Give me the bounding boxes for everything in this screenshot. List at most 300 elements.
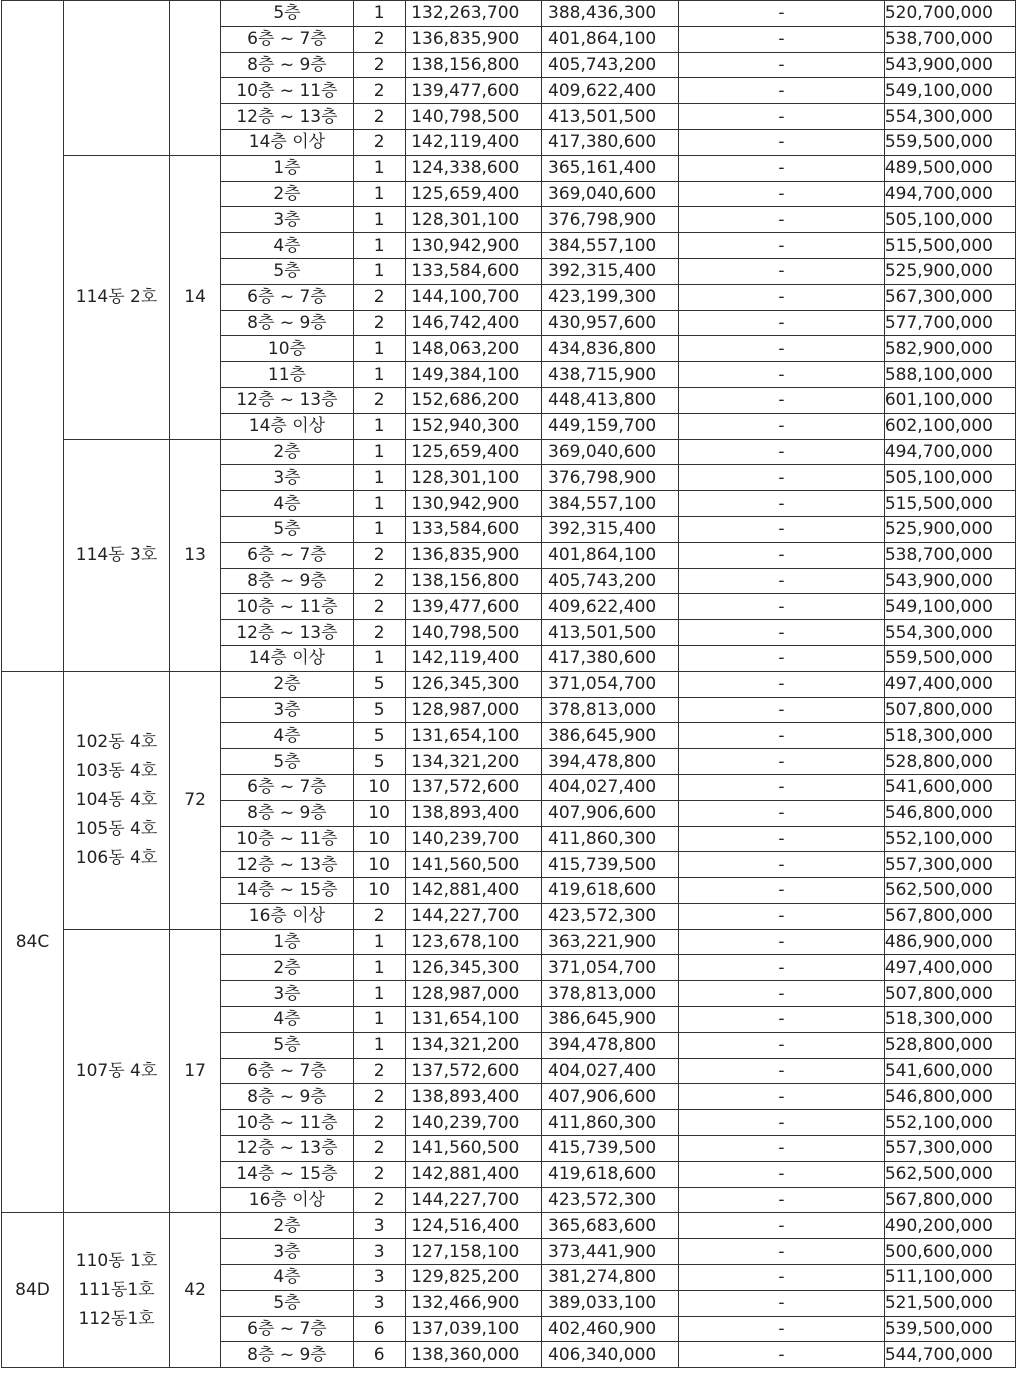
total-price-cell: 588,100,000 — [884, 362, 1015, 388]
floor-cell: 4층 — [221, 1007, 353, 1033]
vat-cell: - — [679, 1265, 885, 1291]
land-price-cell: 126,345,300 — [405, 671, 542, 697]
land-price-cell: 128,301,100 — [405, 207, 542, 233]
households-cell: 3 — [353, 1239, 405, 1265]
building-price-cell: 386,645,900 — [542, 723, 679, 749]
total-price-cell: 546,800,000 — [884, 800, 1015, 826]
unit-count-cell: 42 — [170, 1213, 221, 1368]
floor-cell: 5층 — [221, 1, 353, 27]
building-price-cell: 373,441,900 — [542, 1239, 679, 1265]
total-price-cell: 552,100,000 — [884, 826, 1015, 852]
building-price-cell: 415,739,500 — [542, 852, 679, 878]
vat-cell: - — [679, 181, 885, 207]
households-cell: 3 — [353, 1290, 405, 1316]
vat-cell: - — [679, 104, 885, 130]
vat-cell: - — [679, 903, 885, 929]
land-price-cell: 142,881,400 — [405, 1161, 542, 1187]
building-price-cell: 369,040,600 — [542, 181, 679, 207]
land-price-cell: 140,239,700 — [405, 1110, 542, 1136]
floor-cell: 2층 — [221, 181, 353, 207]
land-price-cell: 136,835,900 — [405, 542, 542, 568]
vat-cell: - — [679, 78, 885, 104]
vat-cell: - — [679, 826, 885, 852]
unit-count-cell: 72 — [170, 671, 221, 929]
vat-cell: - — [679, 284, 885, 310]
building-price-cell: 423,572,300 — [542, 903, 679, 929]
land-price-cell: 138,156,800 — [405, 568, 542, 594]
building-price-cell: 386,645,900 — [542, 1007, 679, 1033]
land-price-cell: 141,560,500 — [405, 852, 542, 878]
households-cell: 2 — [353, 1187, 405, 1213]
vat-cell: - — [679, 568, 885, 594]
vat-cell: - — [679, 542, 885, 568]
land-price-cell: 126,345,300 — [405, 955, 542, 981]
floor-cell: 8층 ~ 9층 — [221, 568, 353, 594]
total-price-cell: 528,800,000 — [884, 1032, 1015, 1058]
building-unit-cell: 107동 4호 — [64, 929, 170, 1213]
land-price-cell: 144,227,700 — [405, 903, 542, 929]
vat-cell: - — [679, 1187, 885, 1213]
households-cell: 5 — [353, 723, 405, 749]
floor-cell: 2층 — [221, 955, 353, 981]
total-price-cell: 567,800,000 — [884, 903, 1015, 929]
floor-cell: 4층 — [221, 1265, 353, 1291]
vat-cell: - — [679, 929, 885, 955]
total-price-cell: 546,800,000 — [884, 1084, 1015, 1110]
floor-cell: 6층 ~ 7층 — [221, 542, 353, 568]
floor-cell: 3층 — [221, 697, 353, 723]
land-price-cell: 133,584,600 — [405, 258, 542, 284]
total-price-cell: 486,900,000 — [884, 929, 1015, 955]
vat-cell: - — [679, 439, 885, 465]
land-price-cell: 139,477,600 — [405, 594, 542, 620]
price-table — [1, 0, 1016, 1368]
total-price-cell: 543,900,000 — [884, 52, 1015, 78]
land-price-cell: 123,678,100 — [405, 929, 542, 955]
total-price-cell: 518,300,000 — [884, 1007, 1015, 1033]
total-price-cell: 505,100,000 — [884, 465, 1015, 491]
floor-cell: 6층 ~ 7층 — [221, 26, 353, 52]
households-cell: 10 — [353, 852, 405, 878]
building-price-cell: 371,054,700 — [542, 671, 679, 697]
total-price-cell: 525,900,000 — [884, 258, 1015, 284]
land-price-cell: 131,654,100 — [405, 723, 542, 749]
vat-cell: - — [679, 981, 885, 1007]
unit-count-cell: 17 — [170, 929, 221, 1213]
floor-cell: 10층 ~ 11층 — [221, 826, 353, 852]
land-price-cell: 124,516,400 — [405, 1213, 542, 1239]
land-price-cell: 127,158,100 — [405, 1239, 542, 1265]
floor-cell: 5층 — [221, 258, 353, 284]
floor-cell: 6층 ~ 7층 — [221, 1058, 353, 1084]
vat-cell: - — [679, 1290, 885, 1316]
unit-count-cell: 14 — [170, 155, 221, 439]
total-price-cell: 525,900,000 — [884, 516, 1015, 542]
households-cell: 1 — [353, 207, 405, 233]
building-price-cell: 417,380,600 — [542, 129, 679, 155]
total-price-cell: 543,900,000 — [884, 568, 1015, 594]
vat-cell: - — [679, 852, 885, 878]
building-price-cell: 376,798,900 — [542, 207, 679, 233]
vat-cell: - — [679, 1058, 885, 1084]
total-price-cell: 582,900,000 — [884, 336, 1015, 362]
building-price-cell: 417,380,600 — [542, 645, 679, 671]
total-price-cell: 497,400,000 — [884, 955, 1015, 981]
total-price-cell: 557,300,000 — [884, 1136, 1015, 1162]
building-price-cell: 401,864,100 — [542, 26, 679, 52]
floor-cell: 14층 이상 — [221, 413, 353, 439]
building-price-cell: 394,478,800 — [542, 749, 679, 775]
vat-cell: - — [679, 1110, 885, 1136]
building-price-cell: 401,864,100 — [542, 542, 679, 568]
vat-cell: - — [679, 878, 885, 904]
households-cell: 1 — [353, 413, 405, 439]
building-price-cell: 448,413,800 — [542, 387, 679, 413]
households-cell: 1 — [353, 491, 405, 517]
land-price-cell: 144,100,700 — [405, 284, 542, 310]
building-price-cell: 392,315,400 — [542, 258, 679, 284]
vat-cell: - — [679, 362, 885, 388]
building-price-cell: 419,618,600 — [542, 1161, 679, 1187]
building-price-cell: 407,906,600 — [542, 1084, 679, 1110]
land-price-cell: 137,572,600 — [405, 1058, 542, 1084]
land-price-cell: 129,825,200 — [405, 1265, 542, 1291]
households-cell: 2 — [353, 903, 405, 929]
vat-cell: - — [679, 723, 885, 749]
building-price-cell: 423,572,300 — [542, 1187, 679, 1213]
total-price-cell: 528,800,000 — [884, 749, 1015, 775]
vat-cell: - — [679, 387, 885, 413]
land-price-cell: 139,477,600 — [405, 78, 542, 104]
total-price-cell: 494,700,000 — [884, 181, 1015, 207]
building-price-cell: 384,557,100 — [542, 233, 679, 259]
floor-cell: 4층 — [221, 723, 353, 749]
land-price-cell: 146,742,400 — [405, 310, 542, 336]
vat-cell: - — [679, 749, 885, 775]
building-price-cell: 413,501,500 — [542, 620, 679, 646]
land-price-cell: 134,321,200 — [405, 749, 542, 775]
building-price-cell: 392,315,400 — [542, 516, 679, 542]
building-price-cell: 407,906,600 — [542, 800, 679, 826]
total-price-cell: 559,500,000 — [884, 645, 1015, 671]
building-price-cell: 384,557,100 — [542, 491, 679, 517]
vat-cell: - — [679, 207, 885, 233]
floor-cell: 3층 — [221, 207, 353, 233]
building-price-cell: 438,715,900 — [542, 362, 679, 388]
households-cell: 1 — [353, 362, 405, 388]
floor-cell: 14층 ~ 15층 — [221, 1161, 353, 1187]
land-price-cell: 128,987,000 — [405, 981, 542, 1007]
households-cell: 1 — [353, 955, 405, 981]
households-cell: 10 — [353, 800, 405, 826]
households-cell: 1 — [353, 336, 405, 362]
floor-cell: 8층 ~ 9층 — [221, 800, 353, 826]
table-row — [2, 929, 1016, 955]
households-cell: 1 — [353, 1007, 405, 1033]
vat-cell: - — [679, 1161, 885, 1187]
building-price-cell: 409,622,400 — [542, 78, 679, 104]
building-price-cell: 434,836,800 — [542, 336, 679, 362]
land-price-cell: 132,263,700 — [405, 1, 542, 27]
households-cell: 10 — [353, 826, 405, 852]
unit-type-cell — [2, 1, 64, 672]
total-price-cell: 602,100,000 — [884, 413, 1015, 439]
households-cell: 2 — [353, 129, 405, 155]
households-cell: 1 — [353, 258, 405, 284]
total-price-cell: 520,700,000 — [884, 1, 1015, 27]
total-price-cell: 567,800,000 — [884, 1187, 1015, 1213]
vat-cell: - — [679, 52, 885, 78]
vat-cell: - — [679, 465, 885, 491]
floor-cell: 5층 — [221, 1290, 353, 1316]
floor-cell: 5층 — [221, 516, 353, 542]
land-price-cell: 142,119,400 — [405, 645, 542, 671]
floor-cell: 3층 — [221, 1239, 353, 1265]
floor-cell: 12층 ~ 13층 — [221, 620, 353, 646]
households-cell: 1 — [353, 516, 405, 542]
floor-cell: 1층 — [221, 155, 353, 181]
total-price-cell: 554,300,000 — [884, 620, 1015, 646]
building-price-cell: 415,739,500 — [542, 1136, 679, 1162]
floor-cell: 12층 ~ 13층 — [221, 852, 353, 878]
floor-cell: 11층 — [221, 362, 353, 388]
land-price-cell: 148,063,200 — [405, 336, 542, 362]
households-cell: 2 — [353, 284, 405, 310]
unit-type-cell: 84C — [2, 671, 64, 1213]
land-price-cell: 138,360,000 — [405, 1342, 542, 1368]
total-price-cell: 539,500,000 — [884, 1316, 1015, 1342]
vat-cell: - — [679, 258, 885, 284]
vat-cell: - — [679, 233, 885, 259]
land-price-cell: 141,560,500 — [405, 1136, 542, 1162]
households-cell: 2 — [353, 52, 405, 78]
vat-cell: - — [679, 1239, 885, 1265]
total-price-cell: 538,700,000 — [884, 542, 1015, 568]
land-price-cell: 125,659,400 — [405, 181, 542, 207]
households-cell: 1 — [353, 439, 405, 465]
total-price-cell: 490,200,000 — [884, 1213, 1015, 1239]
households-cell: 5 — [353, 749, 405, 775]
vat-cell: - — [679, 129, 885, 155]
total-price-cell: 554,300,000 — [884, 104, 1015, 130]
building-price-cell: 419,618,600 — [542, 878, 679, 904]
households-cell: 2 — [353, 1110, 405, 1136]
floor-cell: 3층 — [221, 465, 353, 491]
households-cell: 2 — [353, 568, 405, 594]
total-price-cell: 538,700,000 — [884, 26, 1015, 52]
building-price-cell: 378,813,000 — [542, 981, 679, 1007]
total-price-cell: 494,700,000 — [884, 439, 1015, 465]
total-price-cell: 500,600,000 — [884, 1239, 1015, 1265]
total-price-cell: 544,700,000 — [884, 1342, 1015, 1368]
land-price-cell: 125,659,400 — [405, 439, 542, 465]
households-cell: 2 — [353, 387, 405, 413]
building-price-cell: 405,743,200 — [542, 52, 679, 78]
building-price-cell: 405,743,200 — [542, 568, 679, 594]
households-cell: 2 — [353, 1084, 405, 1110]
total-price-cell: 497,400,000 — [884, 671, 1015, 697]
building-unit-cell: 102동 4호 103동 4호 104동 4호 105동 4호 106동 4호 — [64, 671, 170, 929]
floor-cell: 5층 — [221, 749, 353, 775]
vat-cell: - — [679, 1316, 885, 1342]
building-price-cell: 402,460,900 — [542, 1316, 679, 1342]
building-unit-cell: 110동 1호 111동1호 112동1호 — [64, 1213, 170, 1368]
floor-cell: 10층 ~ 11층 — [221, 1110, 353, 1136]
land-price-cell: 128,987,000 — [405, 697, 542, 723]
table-row — [2, 439, 1016, 465]
floor-cell: 5층 — [221, 1032, 353, 1058]
unit-count-cell — [170, 1, 221, 156]
vat-cell: - — [679, 671, 885, 697]
households-cell: 10 — [353, 878, 405, 904]
floor-cell: 8층 ~ 9층 — [221, 52, 353, 78]
vat-cell: - — [679, 1136, 885, 1162]
land-price-cell: 131,654,100 — [405, 1007, 542, 1033]
total-price-cell: 518,300,000 — [884, 723, 1015, 749]
land-price-cell: 144,227,700 — [405, 1187, 542, 1213]
total-price-cell: 567,300,000 — [884, 284, 1015, 310]
households-cell: 2 — [353, 26, 405, 52]
vat-cell: - — [679, 1342, 885, 1368]
floor-cell: 6층 ~ 7층 — [221, 1316, 353, 1342]
land-price-cell: 134,321,200 — [405, 1032, 542, 1058]
building-price-cell: 376,798,900 — [542, 465, 679, 491]
floor-cell: 1층 — [221, 929, 353, 955]
households-cell: 2 — [353, 1136, 405, 1162]
vat-cell: - — [679, 955, 885, 981]
vat-cell: - — [679, 620, 885, 646]
households-cell: 2 — [353, 78, 405, 104]
total-price-cell: 557,300,000 — [884, 852, 1015, 878]
vat-cell: - — [679, 800, 885, 826]
total-price-cell: 511,100,000 — [884, 1265, 1015, 1291]
floor-cell: 10층 — [221, 336, 353, 362]
unit-count-cell: 13 — [170, 439, 221, 671]
floor-cell: 12층 ~ 13층 — [221, 1136, 353, 1162]
floor-cell: 4층 — [221, 491, 353, 517]
households-cell: 3 — [353, 1213, 405, 1239]
households-cell: 1 — [353, 929, 405, 955]
building-price-cell: 371,054,700 — [542, 955, 679, 981]
vat-cell: - — [679, 336, 885, 362]
floor-cell: 2층 — [221, 671, 353, 697]
vat-cell: - — [679, 516, 885, 542]
floor-cell: 8층 ~ 9층 — [221, 1084, 353, 1110]
households-cell: 2 — [353, 620, 405, 646]
building-price-cell: 413,501,500 — [542, 104, 679, 130]
building-price-cell: 404,027,400 — [542, 1058, 679, 1084]
building-price-cell: 389,033,100 — [542, 1290, 679, 1316]
total-price-cell: 507,800,000 — [884, 697, 1015, 723]
total-price-cell: 549,100,000 — [884, 594, 1015, 620]
households-cell: 2 — [353, 310, 405, 336]
building-price-cell: 378,813,000 — [542, 697, 679, 723]
vat-cell: - — [679, 1007, 885, 1033]
households-cell: 1 — [353, 181, 405, 207]
land-price-cell: 140,798,500 — [405, 620, 542, 646]
total-price-cell: 541,600,000 — [884, 774, 1015, 800]
vat-cell: - — [679, 310, 885, 336]
building-price-cell: 365,683,600 — [542, 1213, 679, 1239]
land-price-cell: 130,942,900 — [405, 491, 542, 517]
vat-cell: - — [679, 1, 885, 27]
floor-cell: 8층 ~ 9층 — [221, 310, 353, 336]
floor-cell: 16층 이상 — [221, 1187, 353, 1213]
vat-cell: - — [679, 26, 885, 52]
building-price-cell: 404,027,400 — [542, 774, 679, 800]
building-price-cell: 409,622,400 — [542, 594, 679, 620]
land-price-cell: 132,466,900 — [405, 1290, 542, 1316]
table-row — [2, 155, 1016, 181]
table-row — [2, 1213, 1016, 1239]
land-price-cell: 138,156,800 — [405, 52, 542, 78]
floor-cell: 10층 ~ 11층 — [221, 78, 353, 104]
vat-cell: - — [679, 697, 885, 723]
building-unit-cell: 114동 3호 — [64, 439, 170, 671]
households-cell: 5 — [353, 697, 405, 723]
total-price-cell: 552,100,000 — [884, 1110, 1015, 1136]
households-cell: 2 — [353, 1058, 405, 1084]
total-price-cell: 541,600,000 — [884, 1058, 1015, 1084]
households-cell: 3 — [353, 1265, 405, 1291]
price-table-body — [2, 1, 1016, 1368]
floor-cell: 6층 ~ 7층 — [221, 774, 353, 800]
total-price-cell: 562,500,000 — [884, 1161, 1015, 1187]
building-price-cell: 423,199,300 — [542, 284, 679, 310]
vat-cell: - — [679, 594, 885, 620]
vat-cell: - — [679, 1213, 885, 1239]
floor-cell: 12층 ~ 13층 — [221, 387, 353, 413]
households-cell: 1 — [353, 233, 405, 259]
floor-cell: 6층 ~ 7층 — [221, 284, 353, 310]
building-price-cell: 449,159,700 — [542, 413, 679, 439]
land-price-cell: 133,584,600 — [405, 516, 542, 542]
building-price-cell: 411,860,300 — [542, 826, 679, 852]
households-cell: 1 — [353, 645, 405, 671]
floor-cell: 14층 ~ 15층 — [221, 878, 353, 904]
building-price-cell: 363,221,900 — [542, 929, 679, 955]
land-price-cell: 152,940,300 — [405, 413, 542, 439]
building-price-cell: 388,436,300 — [542, 1, 679, 27]
total-price-cell: 601,100,000 — [884, 387, 1015, 413]
floor-cell: 2층 — [221, 1213, 353, 1239]
households-cell: 1 — [353, 1032, 405, 1058]
land-price-cell: 128,301,100 — [405, 465, 542, 491]
households-cell: 1 — [353, 465, 405, 491]
total-price-cell: 515,500,000 — [884, 491, 1015, 517]
vat-cell: - — [679, 413, 885, 439]
vat-cell: - — [679, 1084, 885, 1110]
households-cell: 6 — [353, 1316, 405, 1342]
land-price-cell: 136,835,900 — [405, 26, 542, 52]
land-price-cell: 137,039,100 — [405, 1316, 542, 1342]
building-price-cell: 430,957,600 — [542, 310, 679, 336]
land-price-cell: 138,893,400 — [405, 800, 542, 826]
floor-cell: 4층 — [221, 233, 353, 259]
households-cell: 2 — [353, 542, 405, 568]
land-price-cell: 137,572,600 — [405, 774, 542, 800]
floor-cell: 12층 ~ 13층 — [221, 104, 353, 130]
land-price-cell: 140,239,700 — [405, 826, 542, 852]
floor-cell: 2층 — [221, 439, 353, 465]
floor-cell: 10층 ~ 11층 — [221, 594, 353, 620]
total-price-cell: 577,700,000 — [884, 310, 1015, 336]
land-price-cell: 138,893,400 — [405, 1084, 542, 1110]
building-price-cell: 369,040,600 — [542, 439, 679, 465]
building-price-cell: 365,161,400 — [542, 155, 679, 181]
land-price-cell: 142,119,400 — [405, 129, 542, 155]
vat-cell: - — [679, 774, 885, 800]
